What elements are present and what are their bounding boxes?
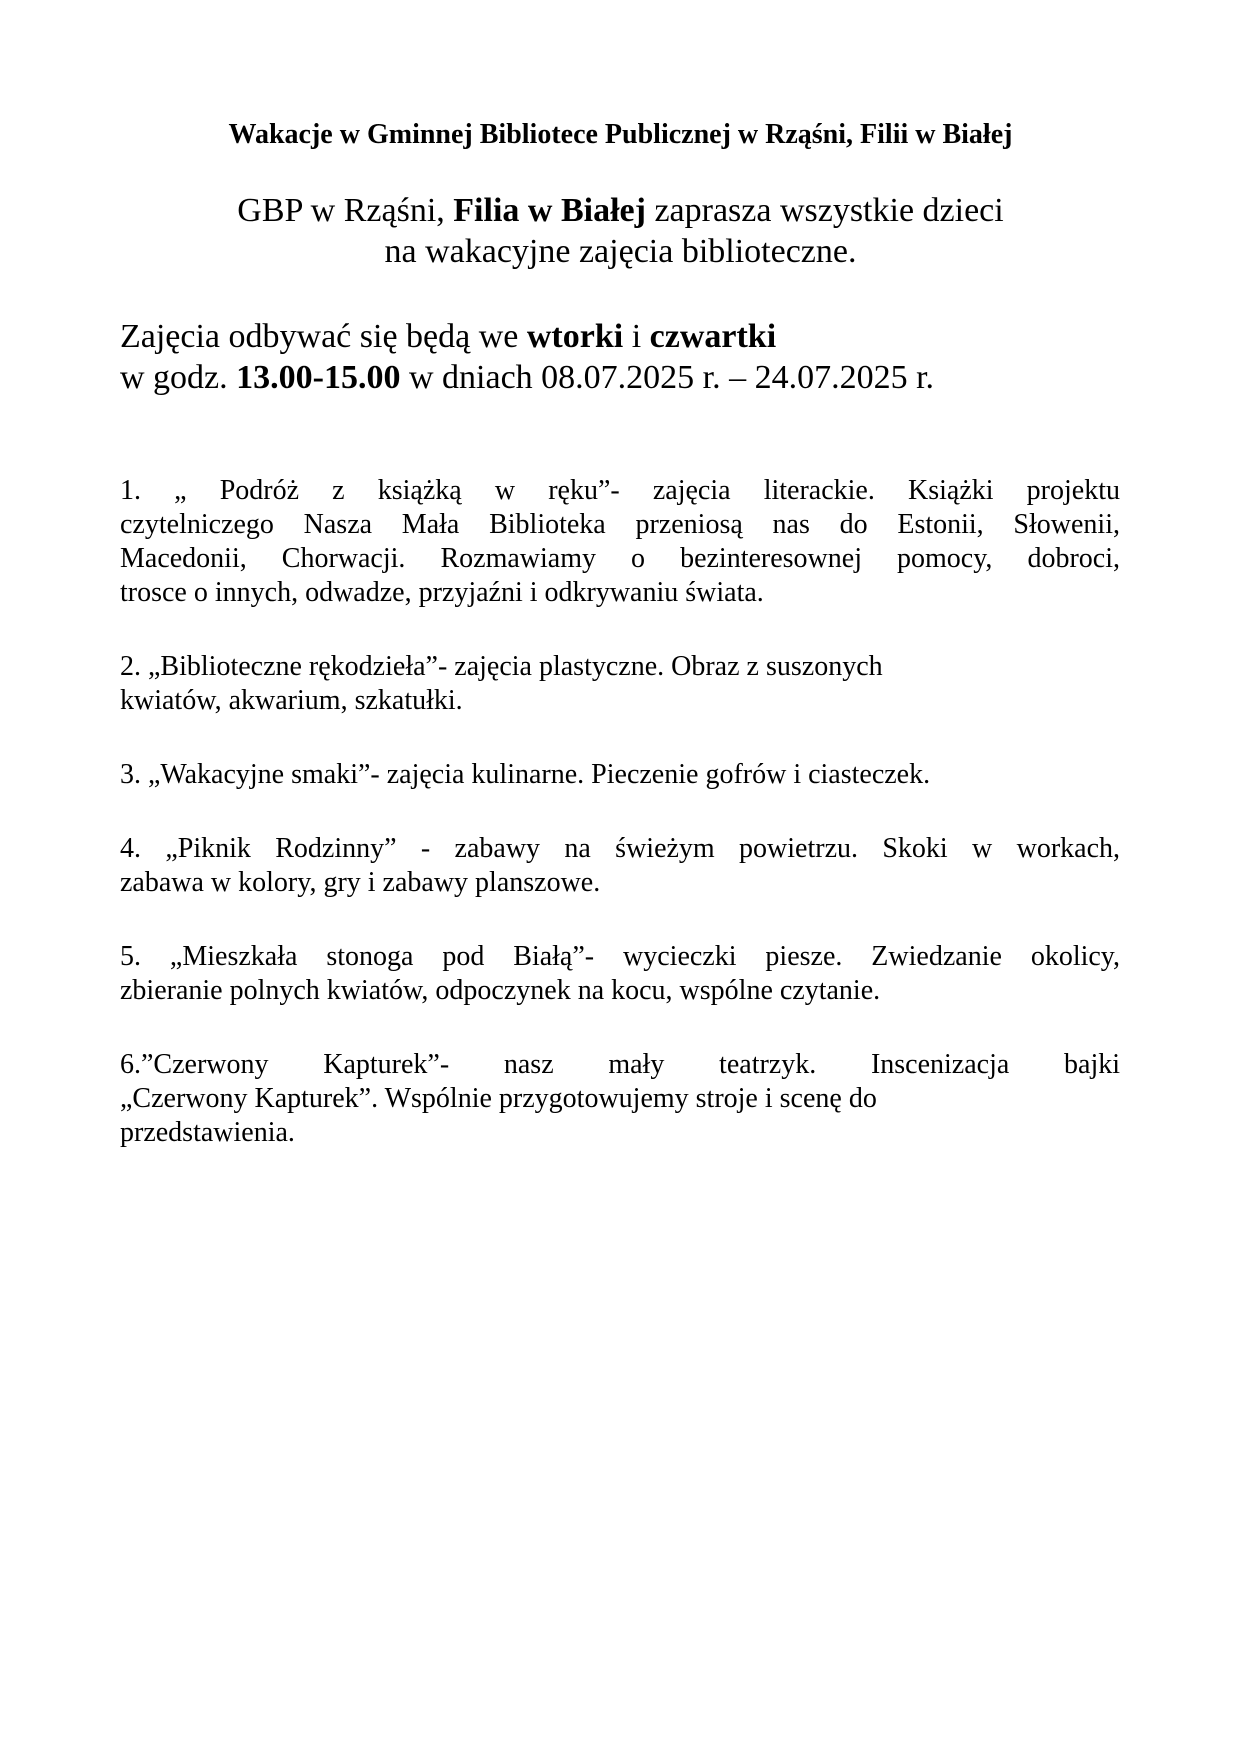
activity-line: 6.”Czerwony Kapturek”- nasz mały teatrzyk. Inscenizacja bajki xyxy=(120,1049,1120,1080)
activity-line: „Czerwony Kapturek”. Wspólnie przygotowujemy stroje i scenę do xyxy=(120,1083,877,1114)
schedule-paragraph xyxy=(120,316,1180,398)
activity-line: zabawa w kolory, gry i zabawy planszowe. xyxy=(120,867,601,898)
schedule-text: i xyxy=(623,318,650,355)
activity-line: 2. „Biblioteczne rękodzieła”- zajęcia plastyczne. Obraz z suszonych xyxy=(120,651,883,682)
activity-line: Macedonii, Chorwacji. Rozmawiamy o bezinteresownej pomocy, dobroci, xyxy=(120,543,1120,574)
intro-line-1 xyxy=(0,190,1241,231)
schedule-hours: 13.00-15.00 xyxy=(236,359,401,396)
document-title: Wakacje w Gminnej Bibliotece Publicznej w Rząśni, Filii w Białej xyxy=(228,119,1013,150)
activity-line: czytelniczego Nasza Mała Biblioteka przeniosą nas do Estonii, Słowenii, xyxy=(120,509,1120,540)
schedule-line-1 xyxy=(120,316,1180,357)
schedule-day-tuesday: wtorki xyxy=(526,318,624,355)
intro-line-2: na wakacyjne zajęcia biblioteczne. xyxy=(384,233,857,270)
activity-item-4 xyxy=(120,832,1120,900)
activity-line: zbieranie polnych kwiatów, odpoczynek na kocu, wspólne czytanie. xyxy=(120,975,881,1006)
schedule-line-2 xyxy=(120,357,1180,398)
activity-line: 4. „Piknik Rodzinny” - zabawy na świeżym powietrzu. Skoki w workach, xyxy=(120,833,1120,864)
activity-item-6 xyxy=(120,1048,1120,1150)
schedule-day-thursday: czwartki xyxy=(649,318,777,355)
activity-line: kwiatów, akwarium, szkatułki. xyxy=(120,685,463,716)
activity-item-5 xyxy=(120,940,1120,1008)
activity-line: 1. „ Podróż z książką w ręku”- zajęcia literackie. Książki projektu xyxy=(120,475,1120,506)
activity-line: 3. „Wakacyjne smaki”- zajęcia kulinarne. Pieczenie gofrów i ciasteczek. xyxy=(120,759,931,790)
activity-item-1 xyxy=(120,474,1120,610)
activity-item-3 xyxy=(120,758,1120,792)
schedule-dates: w dniach 08.07.2025 r. – 24.07.2025 r. xyxy=(400,359,935,396)
intro-text: zaprasza wszystkie dzieci xyxy=(645,192,1004,229)
activities-list xyxy=(120,474,1120,1190)
intro-text: GBP w Rząśni, xyxy=(237,192,454,229)
intro-paragraph xyxy=(0,190,1241,272)
activity-item-2 xyxy=(120,650,1120,718)
schedule-text: w godz. xyxy=(120,359,237,396)
activity-line: 5. „Mieszkała stonoga pod Białą”- wycieczki piesze. Zwiedzanie okolicy, xyxy=(120,941,1120,972)
schedule-text: Zajęcia odbywać się będą we xyxy=(120,318,527,355)
activity-line: trosce o innych, odwadze, przyjaźni i odkrywaniu świata. xyxy=(120,577,764,608)
activity-line: przedstawienia. xyxy=(120,1117,295,1148)
branch-name: Filia w Białej xyxy=(453,192,646,229)
